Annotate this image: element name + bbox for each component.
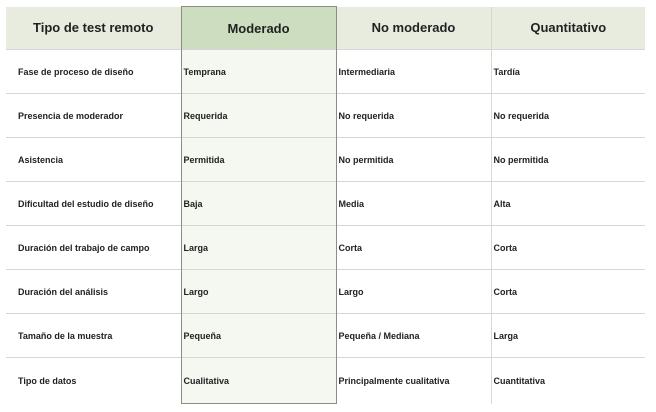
cell-quantitativo: Tardía bbox=[491, 50, 645, 94]
table-row bbox=[6, 358, 645, 404]
header-no-moderado: No moderado bbox=[336, 7, 491, 50]
cell-quantitativo: No requerida bbox=[491, 94, 645, 138]
cell-no-moderado: Intermediaria bbox=[336, 50, 491, 94]
row-label: Fase de proceso de diseño bbox=[6, 50, 181, 94]
cell-moderado: Requerida bbox=[181, 94, 336, 138]
row-label: Asistencia bbox=[6, 138, 181, 182]
cell-moderado: Temprana bbox=[181, 50, 336, 94]
header-moderado: Moderado bbox=[181, 7, 336, 50]
row-label: Presencia de moderador bbox=[6, 94, 181, 138]
cell-quantitativo: Corta bbox=[491, 226, 645, 270]
cell-moderado: Cualitativa bbox=[181, 358, 336, 404]
cell-no-moderado: Largo bbox=[336, 270, 491, 314]
cell-quantitativo: Alta bbox=[491, 182, 645, 226]
row-label: Tamaño de la muestra bbox=[6, 314, 181, 358]
table-row bbox=[6, 270, 645, 314]
table-row bbox=[6, 94, 645, 138]
header-row bbox=[6, 7, 645, 50]
header-quantitativo: Quantitativo bbox=[491, 7, 645, 50]
table-row bbox=[6, 50, 645, 94]
table-row bbox=[6, 182, 645, 226]
row-label: Duración del análisis bbox=[6, 270, 181, 314]
cell-no-moderado: Pequeña / Mediana bbox=[336, 314, 491, 358]
cell-no-moderado: Corta bbox=[336, 226, 491, 270]
header-test-type: Tipo de test remoto bbox=[6, 7, 181, 50]
cell-moderado: Pequeña bbox=[181, 314, 336, 358]
row-label: Dificultad del estudio de diseño bbox=[6, 182, 181, 226]
comparison-table bbox=[6, 6, 645, 404]
row-label: Tipo de datos bbox=[6, 358, 181, 404]
cell-quantitativo: No permitida bbox=[491, 138, 645, 182]
cell-quantitativo: Corta bbox=[491, 270, 645, 314]
cell-quantitativo: Larga bbox=[491, 314, 645, 358]
row-label: Duración del trabajo de campo bbox=[6, 226, 181, 270]
table-row bbox=[6, 138, 645, 182]
cell-no-moderado: No permitida bbox=[336, 138, 491, 182]
cell-no-moderado: No requerida bbox=[336, 94, 491, 138]
table-row bbox=[6, 314, 645, 358]
cell-no-moderado: Media bbox=[336, 182, 491, 226]
cell-moderado: Larga bbox=[181, 226, 336, 270]
cell-moderado: Permitida bbox=[181, 138, 336, 182]
cell-moderado: Largo bbox=[181, 270, 336, 314]
cell-quantitativo: Cuantitativa bbox=[491, 358, 645, 404]
cell-no-moderado: Principalmente cualitativa bbox=[336, 358, 491, 404]
cell-moderado: Baja bbox=[181, 182, 336, 226]
table-row bbox=[6, 226, 645, 270]
